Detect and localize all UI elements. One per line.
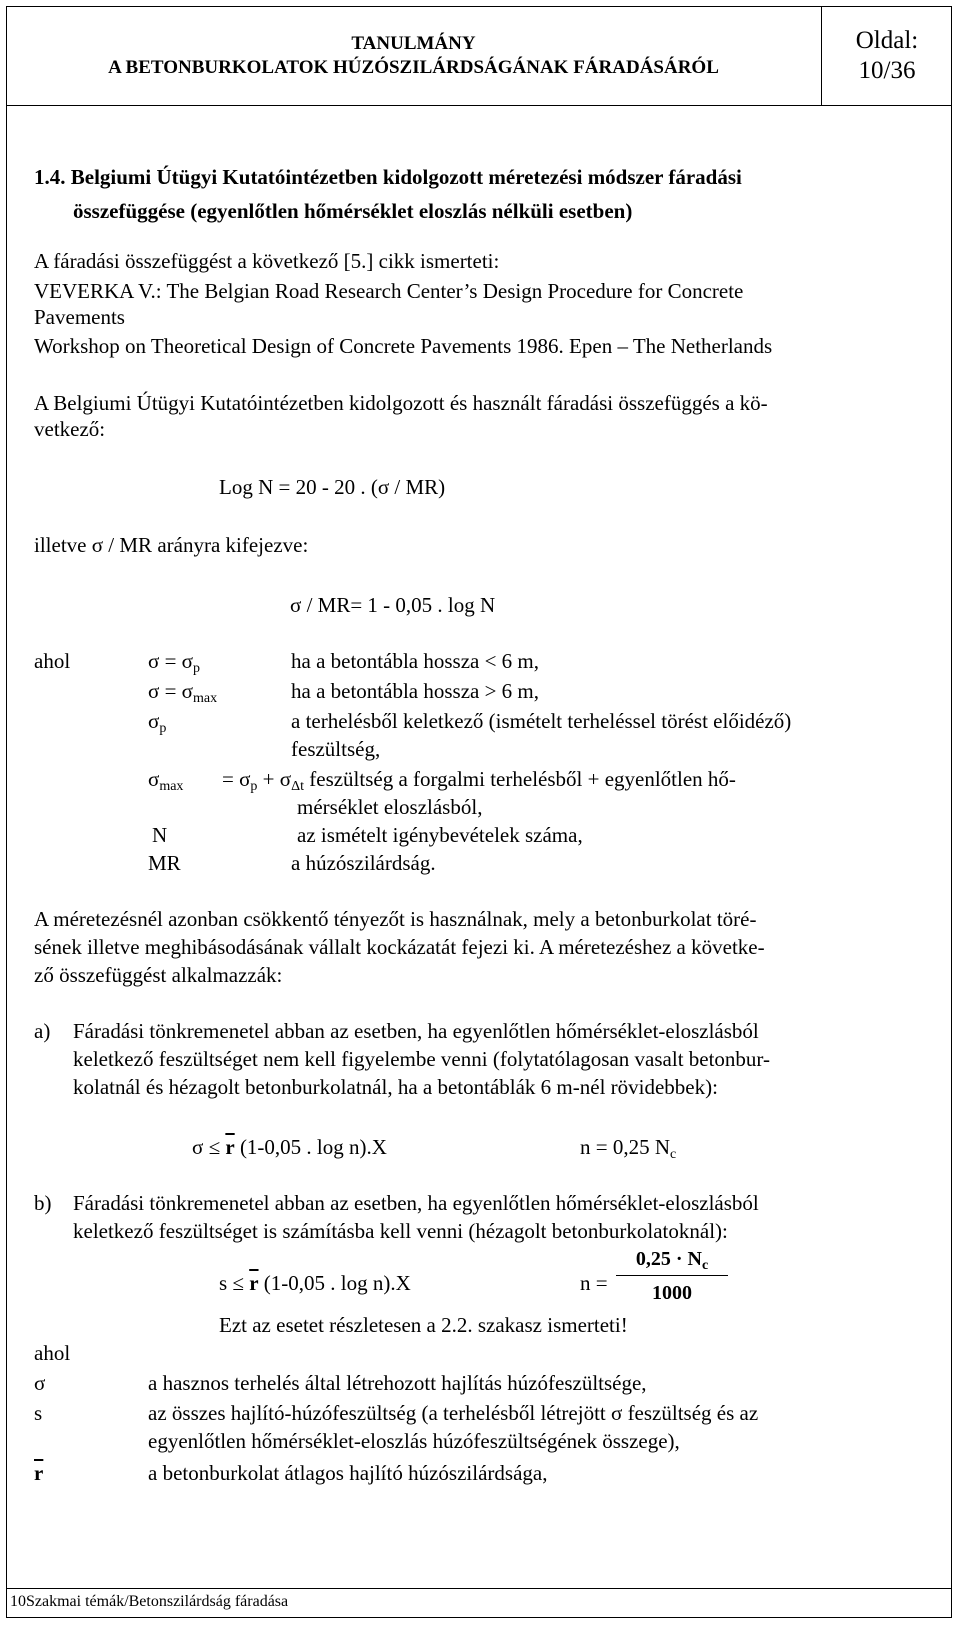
def-formula: = $\sigma_p + \sigma_{\Delta t}$ feszültség a forgalmi terhelésből + egyenlőtlen hő-	[222, 767, 736, 794]
def-text: a hasznos terhelés által létrehozott hajlítás húzófeszültsége,	[148, 1371, 647, 1395]
case-b-text: keletkező feszültséget is számításba kell venni (hézagolt betonburkolatoknál):	[73, 1219, 728, 1243]
def-sigma-max: $\sigma = \sigma_{max}$	[148, 679, 218, 706]
def-text: az összes hajlító-húzófeszültség (a terhelésből létrejött σ feszültség és az	[148, 1401, 759, 1425]
def-text: a terhelésből keletkező (ismételt terheléssel törést előidéző)	[291, 709, 792, 733]
case-b-text: Fáradási tönkremenetel abban az esetben, ha egyenlőtlen hőmérséklet-eloszlásból	[73, 1191, 759, 1215]
def-text: feszültség,	[291, 737, 381, 761]
paragraph-line: A méretezésnél azonban csökkentő tényezőt is használnak, mely a betonburkolat töré-	[34, 907, 757, 931]
formula-case-a: $\sigma \le \overline{r}$ (1-0,05 . log n).X	[192, 1135, 387, 1159]
def-symbol: $\overline{r}$	[34, 1461, 44, 1485]
page-label: Oldal:	[855, 27, 919, 54]
header-title-block	[6, 6, 822, 105]
page-number: 10/36	[858, 57, 916, 84]
paragraph-line: illetve σ / MR arányra kifejezve:	[34, 533, 309, 557]
def-text: egyenlőtlen hőmérséklet-eloszlás húzófeszültségének összege),	[148, 1429, 680, 1453]
formula-case-b: $s \le \overline{r}$ (1-0,05 . log n).X	[219, 1271, 411, 1295]
reference-line: Pavements	[34, 305, 125, 329]
formula-n-case-a: n = 0,25 $N_c$	[580, 1135, 677, 1162]
case-a-text: keletkező feszültséget nem kell figyelembe venni (folytatólagosan vasalt betonbur-	[73, 1047, 770, 1071]
def-symbol: s	[34, 1401, 43, 1425]
fraction-numerator: $0,25 \cdot N_c$	[635, 1248, 709, 1273]
paragraph-line: sének illetve meghibásodásának vállalt kockázatát fejezi ki. A méretezéshez a követke-	[34, 935, 765, 959]
case-a-text: Fáradási tönkremenetel abban az esetben, ha egyenlőtlen hőmérséklet-eloszlásból	[73, 1019, 759, 1043]
header-subtitle: A BETONBURKOLATOK HÚZÓSZILÁRDSÁGÁNAK FÁRADÁSÁRÓL	[108, 57, 719, 78]
paragraph-line: ző összefüggést alkalmazzák:	[34, 963, 283, 987]
page-footer	[6, 1588, 952, 1618]
fraction-denominator: 1000	[652, 1282, 692, 1304]
def-symbol: N	[152, 823, 168, 847]
section-heading-line2: összefüggése (egyenlőtlen hőmérséklet eloszlás nélküli esetben)	[73, 199, 633, 223]
def-symbol: σ	[34, 1371, 46, 1395]
def-symbol: $\sigma_{max}$	[148, 767, 184, 794]
formula-n-label: n =	[580, 1271, 608, 1295]
paragraph-line: A Belgiumi Útügyi Kutatóintézetben kidolgozott és használt fáradási összefüggés a kö-	[34, 391, 768, 415]
definitions-label: ahol	[34, 1341, 71, 1365]
def-text: ha a betontábla hossza > 6 m,	[291, 679, 540, 703]
paragraph-line: vetkező:	[34, 417, 106, 441]
def-symbol: MR	[148, 851, 181, 875]
def-text: ha a betontábla hossza < 6 m,	[291, 649, 540, 673]
case-a-text: kolatnál és hézagolt betonburkolatnál, ha a betontáblák 6 m-nél rövidebbek):	[73, 1075, 718, 1099]
intro-line: A fáradási összefüggést a következő [5.] cikk ismerteti:	[34, 249, 500, 273]
def-text: az ismételt igénybevételek száma,	[297, 823, 583, 847]
note-text: Ezt az esetet részletesen a 2.2. szakasz ismerteti!	[219, 1313, 628, 1337]
definitions-label: ahol	[34, 649, 71, 673]
formula-ratio: σ / MR= 1 - 0,05 . log N	[290, 593, 496, 617]
reference-line: Workshop on Theoretical Design of Concrete Pavements 1986. Epen – The Netherlands	[34, 334, 773, 358]
case-b-label: b)	[34, 1191, 52, 1215]
header-title: TANULMÁNY	[351, 33, 476, 54]
def-symbol: $\sigma_p$	[148, 709, 167, 736]
def-sigma-p: $\sigma = \sigma_p$	[148, 649, 200, 676]
case-a-label: a)	[34, 1019, 51, 1043]
fraction-bar	[616, 1275, 728, 1276]
formula-log-n: Log N = 20 - 20 . (σ / MR)	[219, 475, 446, 499]
def-text: a húzószilárdság.	[291, 851, 436, 875]
footer-path: 10Szakmai témák/Betonszilárdság fáradása	[10, 1593, 289, 1610]
page-header	[6, 6, 952, 106]
section-heading-line1: 1.4. Belgiumi Útügyi Kutatóintézetben kidolgozott méretezési módszer fáradási	[34, 165, 742, 189]
page-number-block	[822, 6, 952, 105]
def-text: mérséklet eloszlásból,	[297, 795, 483, 819]
reference-line: VEVERKA V.: The Belgian Road Research Center’s Design Procedure for Concrete	[34, 279, 744, 303]
def-text: a betonburkolat átlagos hajlító húzószilárdsága,	[148, 1461, 548, 1485]
